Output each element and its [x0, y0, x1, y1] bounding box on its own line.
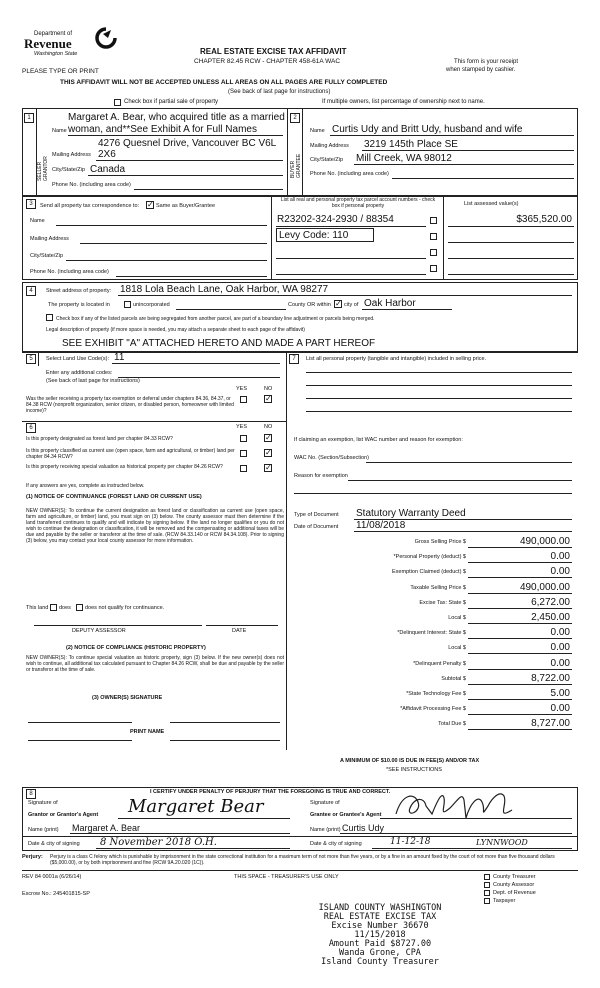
copy-label: Dept. of Revenue	[493, 890, 536, 896]
seller-side-label: SELLER	[37, 161, 43, 181]
parcel-personal-checkbox-3[interactable]	[430, 249, 437, 256]
copy-checkbox[interactable]	[484, 898, 490, 904]
grantor-date-city[interactable]: 8 November 2018 O.H.	[100, 837, 217, 848]
city-of-checkbox[interactable]: ✓	[335, 299, 342, 308]
seller-address-line2[interactable]: 2X6	[98, 149, 116, 160]
section-4-number: 4	[26, 286, 36, 296]
copy-label: Taxpayer	[493, 898, 516, 904]
q1-no-checkbox[interactable]: ✓	[265, 433, 272, 442]
city-of-label: city of	[344, 302, 359, 308]
treasurer-space-label: THIS SPACE - TREASURER'S USE ONLY	[234, 874, 339, 880]
s5-no-checkbox[interactable]: ✓	[265, 394, 272, 403]
section-5-number: 5	[26, 354, 36, 364]
section-2-number: 2	[290, 113, 300, 123]
buyer-address[interactable]: 3219 145th Place SE	[364, 139, 458, 150]
tax-row-value[interactable]: 0.00	[550, 642, 570, 654]
parcel-personal-checkbox-2[interactable]	[430, 233, 437, 240]
county-or-within: County OR within	[288, 302, 331, 308]
does-label: does	[59, 605, 71, 611]
deputy-date-label: DATE	[232, 628, 247, 634]
partial-sale-label: Check box if partial sale of property	[124, 99, 219, 105]
dept-line2: Revenue	[24, 36, 72, 51]
form-revision: REV 84 0001a (6/26/14)	[22, 874, 82, 880]
seller-address-line1[interactable]: 4276 Quesnel Drive, Vancouver BC V6L	[98, 138, 277, 149]
tax-row-value[interactable]: 0.00	[550, 657, 570, 669]
unincorporated-checkbox[interactable]	[124, 301, 131, 308]
grantee-date-label: Date & city of signing	[310, 841, 362, 847]
stamp-line: REAL ESTATE EXCISE TAX	[323, 912, 437, 922]
form-title: REAL ESTATE EXCISE TAX AFFIDAVIT	[200, 47, 347, 56]
stamp-line: Amount Paid $8727.00	[328, 939, 432, 949]
q3-no-checkbox[interactable]: ✓	[265, 463, 272, 472]
seller-phone-label: Phone No. (including area code)	[52, 182, 131, 188]
tax-row-label: Local $	[448, 615, 466, 621]
tax-row-value[interactable]: 0.00	[550, 703, 570, 715]
s5-see-back: (See back of last page for instructions)	[46, 378, 140, 384]
tax-row-label: Local $	[448, 645, 466, 652]
section-6-number: 6	[26, 423, 36, 433]
minimum-fee-note: A MINIMUM OF $10.00 IS DUE IN FEE(S) AND/OR TAX	[340, 758, 480, 764]
tax-row-value[interactable]: 490,000.00	[519, 581, 570, 593]
historic-question: Is this property receiving special valuation as historical property per chapter 84.26 RCW?	[26, 464, 223, 470]
grantor-date-label: Date & city of signing	[28, 841, 80, 847]
receipt-note2: when stamped by cashier.	[446, 67, 516, 73]
notice1-body: NEW OWNER(S): To continue the current designation as forest land or classification as current use (open space, farm and agriculture, or timber) land, you must sign on (3) below. The county assessor must then determine if the land transferred continues to qualify and will indicate by signing below. If the land no longer qualifies or you do not wish to continue the designation or classification, it will be removed and the compensating or additional taxes will be due and payable by the seller or transferor at the time of sale. (RCW 84.33.140 or RCW 84.34.108). Prior to signing (3) below, you may contact your local county assessor for more information.	[26, 508, 284, 544]
seller-name-line1[interactable]: Margaret A. Bear, who acquired title as a married	[68, 112, 285, 123]
s3-phone-label: Phone No. (including area code)	[30, 269, 109, 275]
tax-row-label: *State Technology Fee $	[406, 691, 466, 697]
does-checkbox[interactable]	[50, 604, 57, 611]
assessed-header: List assessed value(s)	[464, 201, 519, 207]
receipt-note1: This form is your receipt	[454, 59, 519, 65]
seller-name-line2[interactable]: woman, and**See Exhibit A for Full Names	[68, 124, 257, 135]
does-not-label: does not qualify for continuance.	[85, 605, 165, 611]
seller-mailing-label: Mailing Address	[52, 152, 91, 158]
grantee-name-print[interactable]: Curtis Udy	[342, 823, 385, 833]
current-use-question: Is this property classified as current use (open space, farm and agricultural, or timber) land per chapter 84.34 RCW?	[26, 448, 235, 460]
copy-checkbox[interactable]	[484, 890, 490, 896]
grantor-sig-of: Signature of	[28, 800, 58, 806]
this-land-label: This land	[26, 605, 49, 611]
tax-row-value[interactable]: 5.00	[550, 688, 570, 699]
grantor-agent-label: Grantor or Grantor's Agent	[28, 812, 99, 818]
section-3-number: 3	[26, 199, 36, 209]
tax-row-label: *Delinquent Interest: State $	[397, 630, 466, 637]
wac-label: WAC No. (Section/Subsection)	[294, 455, 369, 461]
tax-row-value[interactable]: 490,000.00	[519, 536, 570, 547]
unincorporated-label: unincorporated	[133, 302, 170, 308]
form-subtitle: CHAPTER 82.45 RCW - CHAPTER 458-61A WAC	[194, 58, 341, 65]
copy-label: County Assessor	[493, 882, 535, 888]
located-label: The property is located in	[48, 302, 110, 308]
grantee-date[interactable]: 11-12-18	[390, 837, 431, 847]
tax-row-label: Exemption Claimed (deduct) $	[392, 569, 466, 576]
s6-no-header: NO	[264, 424, 273, 430]
seller-city-label: City/State/Zip	[52, 167, 86, 173]
exhibit-reference[interactable]: SEE EXHIBIT "A" ATTACHED HERETO AND MADE A PART HEREOF	[62, 338, 376, 349]
s5-yes-header: YES	[236, 386, 248, 392]
section-7-number: 7	[289, 354, 299, 364]
dept-line3: Washington State	[34, 51, 78, 57]
stamp-line: ISLAND COUNTY WASHINGTON	[318, 903, 442, 913]
tax-row-value[interactable]: 0.00	[550, 551, 570, 563]
s3-mailing-label: Mailing Address	[30, 236, 69, 242]
tax-row-label: *Personal Property (deduct) $	[393, 554, 466, 561]
q1-yes-checkbox[interactable]	[240, 435, 247, 442]
tax-row-value[interactable]: 8,722.00	[531, 672, 570, 684]
notice1-title: (1) NOTICE OF CONTINUANCE (FOREST LAND OR CURRENT USE)	[26, 494, 202, 500]
parcel-personal-checkbox-4[interactable]	[430, 265, 437, 272]
tax-row-label: *Affidavit Processing Fee $	[400, 706, 466, 713]
dept-line1: Department of	[34, 31, 73, 37]
legal-desc-label: Legal description of property (if more space is needed, you may attach a separate sheet to each page of the affidavit)	[46, 327, 305, 333]
section-8-number: 8	[26, 789, 36, 799]
reason-label: Reason for exemption	[294, 473, 348, 479]
levy-code-box	[276, 228, 374, 242]
tax-row-value[interactable]: 8,727.00	[531, 718, 570, 730]
parcel-personal-checkbox-1[interactable]	[430, 217, 437, 224]
section-1-number: 1	[24, 113, 34, 123]
tax-row-label: Gross Selling Price $	[414, 539, 466, 545]
grantee-agent-label: Grantee or Grantee's Agent	[310, 812, 382, 818]
tax-row-value[interactable]: 6,272.00	[531, 596, 570, 608]
see-instructions-note: *SEE INSTRUCTIONS	[386, 767, 442, 773]
s3-name-label: Name	[30, 218, 45, 224]
doc-type-label: Type of Document	[294, 512, 339, 518]
send-correspondence-label: Send all property tax correspondence to:	[40, 203, 140, 209]
grantee-city[interactable]: LYNNWOOD	[476, 838, 528, 847]
buyer-mailing-label: Mailing Address	[310, 143, 349, 149]
doc-date[interactable]: 11/08/2018	[356, 520, 406, 531]
grantor-signature[interactable]: Margaret Bear	[128, 796, 264, 817]
warning-banner: THIS AFFIDAVIT WILL NOT BE ACCEPTED UNLESS ALL AREAS ON ALL PAGES ARE FULLY COMPLETED	[60, 79, 388, 86]
buyer-city-label: City/State/Zip	[310, 157, 344, 163]
tax-row-label: Total Due $	[438, 721, 466, 728]
stamp-line: Excise Number 36670	[331, 921, 429, 931]
tax-row-label: Subtotal $	[441, 675, 466, 682]
copy-label: County Treasurer	[493, 874, 536, 880]
dor-emblem-icon	[94, 27, 118, 49]
land-use-label: Select Land Use Code(s):	[46, 356, 109, 362]
parcel-header: List all real and personal property tax parcel account numbers - check box if personal property	[280, 197, 436, 209]
if-yes-note: If any answers are yes, complete as instructed below.	[26, 483, 145, 489]
levy-code[interactable]: Levy Code: 110	[279, 230, 349, 241]
exemption-claim-label: If claiming an exemption, list WAC number and reason for exemption:	[294, 437, 463, 443]
multiple-owners-note: If multiple owners, list percentage of ownership next to name.	[322, 99, 485, 105]
tax-row-value[interactable]: 0.00	[550, 627, 570, 639]
grantee-side-label: GRANTEE	[296, 153, 302, 178]
q2-no-checkbox[interactable]: ✓	[265, 448, 272, 457]
doc-date-label: Date of Document	[294, 524, 339, 530]
grantee-sig-of: Signature of	[310, 800, 340, 806]
doc-type[interactable]: Statutory Warranty Deed	[356, 508, 466, 519]
segregated-checkbox[interactable]	[46, 314, 53, 321]
q2-yes-checkbox[interactable]	[240, 450, 247, 457]
q3-yes-checkbox[interactable]	[240, 465, 247, 472]
seller-name-label: Name	[52, 128, 67, 134]
grantor-side-label: GRANTOR	[43, 156, 49, 181]
assessed-value[interactable]: $365,520.00	[516, 214, 572, 225]
street-address[interactable]: 1818 Lola Beach Lane, Oak Harbor, WA 98277	[120, 284, 329, 295]
tax-row-label: *Delinquent Penalty $	[413, 660, 466, 667]
forest-land-question: Is this property designated as forest land per chapter 84.33 RCW?	[26, 436, 173, 442]
street-address-label: Street address of property:	[46, 288, 112, 294]
stamp-line: Wanda Grone, CPA	[339, 948, 421, 958]
additional-codes-label: Enter any additional codes:	[46, 370, 113, 376]
s3-city-label: City/State/Zip	[30, 253, 64, 259]
tax-row-label: Excise Tax: State $	[419, 599, 466, 606]
segregated-label: Check box if any of the listed parcels are being segregated from another parcel, are part of a boundary line adjustment or parcels being merged.	[56, 316, 375, 322]
tax-row-value[interactable]: 0.00	[550, 566, 570, 578]
parcel-number[interactable]: R23202-324-2930 / 88354	[277, 214, 394, 225]
stamp-line: Island County Treasurer	[321, 957, 439, 967]
notice2-body: NEW OWNER(S): To continue special valuation as historic property, sign (3) below. If the new owner(s) does not wish to continue, all additional tax calculated pursuant to Chapter 84.26 RCW, shall be due and payable by the seller or transferor at the time of sale.	[26, 655, 284, 673]
deputy-assessor-label: DEPUTY ASSESSOR	[72, 628, 126, 634]
notice2-title: (2) NOTICE OF COMPLIANCE (HISTORIC PROPERTY)	[66, 645, 206, 651]
buyer-city[interactable]: Mill Creek, WA 98012	[356, 153, 452, 164]
does-not-checkbox[interactable]	[76, 604, 83, 611]
buyer-side-label: BUYER	[290, 160, 296, 178]
exemption-question: Was the seller receiving a property tax exemption or deferral under chapters 84.36, 84.37, or 84.38 RCW (nonprofit organization, senior citizen, or disabled person, homeowner with limited income)?	[26, 396, 234, 414]
s5-yes-checkbox[interactable]	[240, 396, 247, 403]
city-name[interactable]: Oak Harbor	[364, 298, 416, 309]
same-as-buyer-checkbox[interactable]: ✓	[147, 200, 154, 209]
grantor-name-print-label: Name (print)	[28, 827, 59, 833]
buyer-name[interactable]: Curtis Udy and Britt Udy, husband and wife	[332, 124, 523, 135]
tax-row-value[interactable]: 2,450.00	[531, 612, 570, 623]
print-name-label: PRINT NAME	[130, 729, 165, 735]
buyer-name-label: Name	[310, 128, 325, 134]
perjury-label: Perjury:	[22, 854, 43, 860]
copy-checkbox[interactable]	[484, 874, 490, 880]
partial-sale-checkbox[interactable]	[114, 99, 121, 106]
stamp-line: 11/15/2018	[354, 930, 406, 940]
same-as-buyer-label: Same as Buyer/Grantee	[156, 203, 216, 209]
s5-no-header: NO	[264, 386, 273, 392]
s6-yes-header: YES	[236, 424, 248, 430]
escrow-number: Escrow No.: 245401815-SP	[22, 891, 90, 897]
tax-row-label: Taxable Selling Price $	[410, 584, 466, 591]
owner-signature-label: (3) OWNER(S) SIGNATURE	[92, 695, 163, 701]
copy-checkbox[interactable]	[484, 882, 490, 888]
please-type: PLEASE TYPE OR PRINT	[22, 68, 99, 75]
land-use-code[interactable]: 11	[114, 352, 125, 363]
see-back-instructions: (See back of last page for instructions)	[228, 89, 331, 95]
buyer-phone-label: Phone No. (including area code)	[310, 171, 389, 177]
grantee-name-print-label: Name (print)	[310, 827, 341, 833]
seller-city[interactable]: Canada	[90, 164, 126, 175]
personal-property-label: List all personal property (tangible and intangible) included in selling price.	[306, 356, 487, 362]
perjury-text: Perjury is a class C felony which is punishable by imprisonment in the state correctional institution for a maximum term of not more than five years, or by a fine in an amount fixed by the court of not more than five thousand dollars ($5,000.00), or by both imprisonment and fine (RCW 9A.20.020 (1C)).	[50, 854, 555, 866]
certify-statement: I CERTIFY UNDER PENALTY OF PERJURY THAT THE FOREGOING IS TRUE AND CORRECT.	[150, 789, 391, 795]
grantor-name-print[interactable]: Margaret A. Bear	[72, 823, 141, 833]
